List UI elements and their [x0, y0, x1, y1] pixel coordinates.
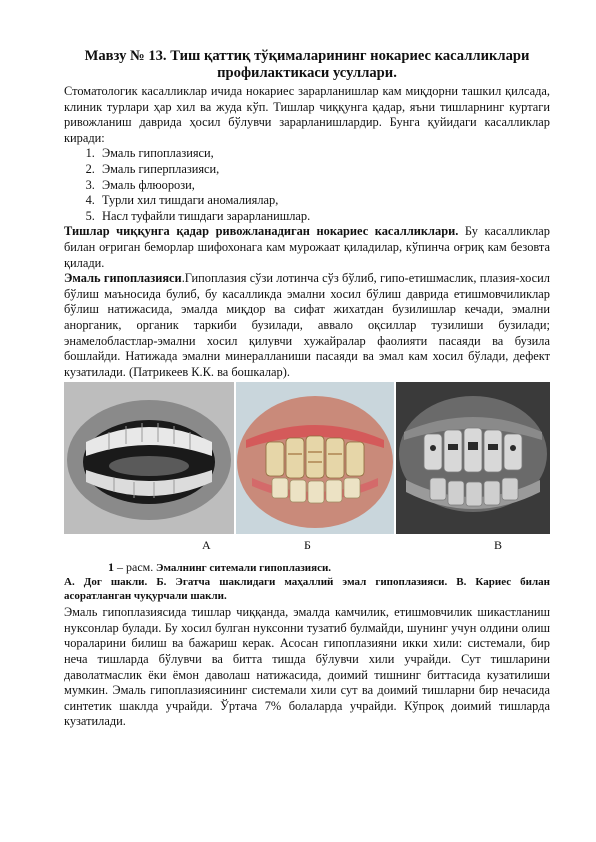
- term-text: .Гипоплазия сўзи лотинча сўз бўлиб, гипо-етишмаслик, плазия-хосил бўлиш маъносида булиб, бу касалликда эмални хосил бўлиш даврида етишмовчиликлар бўлиш натижасида, эмалда миқдор ва сифат жихатдан бузилишлар кечади, эмални анорганик, органик таркиби бузилади, аввало оқсиллар тузилиши бузилади; энамелобластлар-эмални хосил қилувчи хужайралар фаолияти пасаяди ва бузила бошлайди. Натижада эмални минералланиши пасаяди ва эмал кам хосил бўлади, дефект кузатилади. (Патрикеев К.К. ва бошкалар).: [64, 271, 550, 379]
- list-item: 4. Турли хил тишдаги аномалиялар,: [98, 193, 550, 209]
- photo-labels: [64, 538, 550, 558]
- section-paragraph: [64, 224, 550, 271]
- label-c: В: [494, 538, 503, 553]
- list-item: 5. Насл туфайли тишдаги зарарланишлар.: [98, 209, 550, 225]
- section-text: Бу касалликлар билан оғриган беморлар шифохонага кам мурожаат қиладилар, кўпинча оғриқ кам безовта қилади.: [64, 224, 550, 270]
- page-title: Мавзу № 13. Тиш қаттиқ тўқималарининг нокариес касалликлари профилактикаси усуллари.: [84, 48, 530, 81]
- photo-b-image: [236, 382, 394, 534]
- photo-c-image: [396, 382, 550, 534]
- label-a: А: [202, 538, 211, 553]
- list-item: 1. Эмаль гипоплазияси,: [98, 146, 550, 162]
- intro-paragraph: Стоматологик касалликлар ичида нокариес зарарланишлар кам миқдорни ташкил қилсада, клиник турлари ҳар хил ва жуда кўп. Тишлар чиққунга қадар, яъни тишларнинг куртаги ривожланиш даврида ҳосил бўлувчи зарарланишлардир. Бунга қуйидаги касалликлар киради:: [64, 84, 550, 145]
- list-item: 3. Эмаль флюорози,: [98, 178, 550, 194]
- figure-title: Эмалнинг ситемали гипоплазияси.: [153, 562, 332, 575]
- document-page: [64, 48, 550, 730]
- closing-paragraph: Эмаль гипоплазиясида тишлар чиққанда, эмалда камчилик, етишмовчилик шикастланиш нуксонлар булади. Бу хосил булган нуксонни тузатиб булмайди, шунинг учун олдини олиш чораларини билиш ва бажариш керак. Асосан гипоплазияни икки хили: системали, бир неча тишларда бўлувчи ва битта тишда бўлувчи хили учрайди. Сут тишларини даволатмаслик ёки ёмон даволаш натижасида, доимий тишнинг биттасида кузатилиши мумкин. Эмаль гипоплазиясининг системали хили сут ва доимий тишларни бир нечасида синтетик шаклда учрайди. Ўртача 7% болаларда учрайди. Кўпроқ доимий тишларда кузатилади.: [64, 605, 550, 729]
- hypoplasia-paragraph: [64, 271, 550, 380]
- figure-word: – расм.: [114, 560, 154, 575]
- section-heading: Тишлар чиққунга қадар ривожланадиган нокариес касалликлари.: [64, 224, 459, 239]
- term-heading: Эмаль гипоплазияси: [64, 271, 182, 286]
- figure-number: 1: [108, 560, 114, 575]
- disease-list: [64, 146, 550, 224]
- figure-caption: [64, 560, 550, 575]
- photo-a-image: [64, 382, 234, 534]
- label-b: Б: [304, 538, 311, 553]
- list-item: 2. Эмаль гиперплазияси,: [98, 162, 550, 178]
- figure-description: А. Дог шакли. Б. Эгатча шаклидаги маҳаллий эмал гипоплазияси. В. Кариес билан асоратланган чуқурчали шакли.: [64, 576, 550, 603]
- teeth-figure: [64, 382, 550, 544]
